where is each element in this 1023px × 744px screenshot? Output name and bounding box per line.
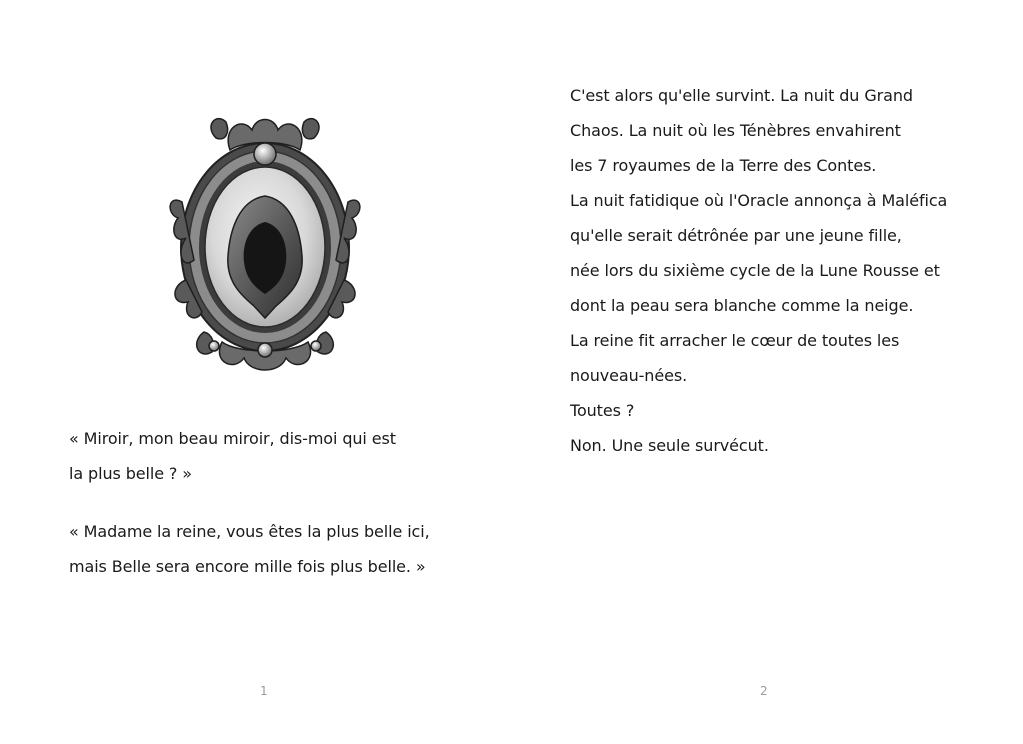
- left-page: [0, 0, 511, 744]
- mirror-question-quote: [69, 421, 396, 491]
- page-number: 1: [260, 684, 268, 698]
- page-number: 2: [760, 684, 768, 698]
- story-paragraph: [570, 78, 947, 463]
- story-line: les 7 royaumes de la Terre des Contes.: [570, 156, 877, 175]
- story-line: Toutes ?: [570, 401, 635, 420]
- story-line: La nuit fatidique où l'Oracle annonça à Maléfica: [570, 191, 948, 210]
- quote-line: « Madame la reine, vous êtes la plus belle ici,: [69, 522, 430, 541]
- story-line: Non. Une seule survécut.: [570, 436, 769, 455]
- quote-line: la plus belle ? »: [69, 464, 192, 483]
- mirror-answer-quote: [69, 514, 430, 584]
- story-line: nouveau-nées.: [570, 366, 688, 385]
- story-line: qu'elle serait détrônée par une jeune fille,: [570, 226, 902, 245]
- right-page: [511, 0, 1023, 744]
- story-line: dont la peau sera blanche comme la neige.: [570, 296, 914, 315]
- story-line: née lors du sixième cycle de la Lune Rousse et: [570, 261, 940, 280]
- story-line: Chaos. La nuit où les Ténèbres envahirent: [570, 121, 901, 140]
- story-line: C'est alors qu'elle survint. La nuit du Grand: [570, 86, 913, 105]
- ornate-mirror-icon: [160, 110, 370, 378]
- quote-line: mais Belle sera encore mille fois plus belle. »: [69, 557, 426, 576]
- quote-line: « Miroir, mon beau miroir, dis-moi qui est: [69, 429, 396, 448]
- story-line: La reine fit arracher le cœur de toutes les: [570, 331, 900, 350]
